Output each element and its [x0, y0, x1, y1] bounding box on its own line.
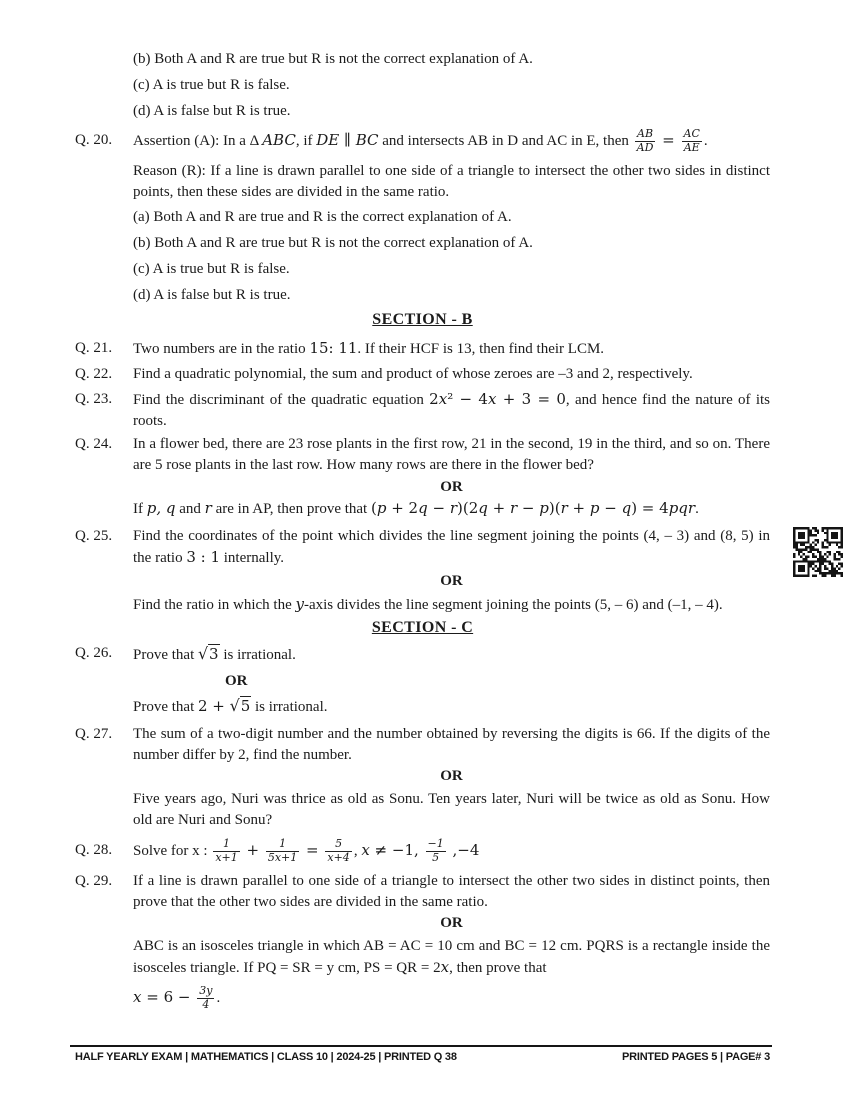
section-heading: [75, 309, 770, 330]
text-run: p: [539, 499, 549, 517]
text-run: Find the coordinates of the point which divides the line segment joining the points (4, – 3) and (8, 5) in the ratio: [133, 528, 770, 566]
option-row: [75, 49, 770, 70]
text-run: q: [478, 499, 488, 517]
text-run: 2 +: [198, 697, 230, 715]
text-run: x: [438, 390, 448, 408]
indent-spacer: [75, 571, 133, 592]
text-run: =: [657, 131, 680, 149]
text-run: + 2: [386, 499, 419, 517]
question-row: [75, 434, 770, 476]
fraction: [682, 128, 702, 154]
text-run: x: [487, 390, 497, 408]
question-continuation: [75, 789, 770, 831]
question-number: Q. 22.: [75, 366, 113, 382]
question-text: [133, 498, 770, 520]
fraction: [635, 128, 656, 154]
text-run: DE: [316, 131, 340, 149]
text-run: ,: [353, 843, 362, 859]
text-run: x: [361, 841, 370, 859]
text-run: internally.: [220, 550, 285, 566]
option-line: (d) A is false but R is true.: [133, 103, 291, 119]
text-run: pqr: [668, 499, 696, 517]
text-run: = 6 −: [141, 988, 196, 1006]
question-text: [133, 832, 770, 869]
question-number: Q. 20.: [75, 132, 113, 148]
text-run: −: [517, 499, 540, 517]
indent-spacer: [75, 979, 133, 1016]
text-run: r: [449, 499, 457, 517]
text-run: In a flower bed, there are 23 rose plants in the first row, 21 in the second, 19 in the third, and so on. There are 5 rose plants in the last row. How many rows are there in the flower bed?: [133, 436, 770, 473]
indent-spacer: [75, 259, 133, 280]
question-text: [133, 871, 770, 913]
question-text: [133, 789, 770, 831]
question-number: Q. 29.: [75, 873, 113, 889]
text-run: BC: [355, 131, 379, 149]
fraction-numerator: AB: [635, 128, 656, 142]
option-line: (d) A is false but R is true.: [133, 287, 291, 303]
question-row: [75, 832, 770, 869]
section-heading-label: SECTION - B: [372, 311, 473, 328]
text-run: q: [418, 499, 428, 517]
square-root: [230, 697, 252, 715]
qr-code-icon: [793, 526, 843, 578]
text-run: −: [427, 499, 450, 517]
text-run: ∥: [339, 131, 356, 149]
question-number: Q. 21.: [75, 340, 113, 356]
text-run: is irrational.: [251, 699, 328, 715]
option-row: [75, 233, 770, 254]
fraction-denominator: x+1: [215, 851, 238, 865]
option-row: [75, 285, 770, 306]
indent-spacer: [75, 233, 133, 254]
indent-spacer: [75, 75, 133, 96]
option-row: [75, 259, 770, 280]
question-text: [133, 695, 770, 718]
question-continuation: [75, 936, 770, 979]
text-run: 2: [429, 390, 439, 408]
or-row-block: [75, 671, 770, 692]
question-row: [75, 364, 770, 385]
text-run: ≠ −1,: [369, 841, 424, 859]
text-run: Find the ratio in which the: [133, 597, 296, 613]
indent-spacer: [75, 498, 133, 520]
text-run: is irrational.: [219, 647, 296, 663]
option-row: [75, 101, 770, 122]
text-run: y: [295, 595, 304, 613]
indent-spacer: [75, 789, 133, 831]
indent-spacer: [75, 594, 133, 616]
fraction-denominator: 5x+1: [267, 851, 298, 865]
text-run: ² − 4: [447, 390, 488, 408]
indent-spacer: [75, 766, 133, 787]
text-run: Assertion (A): In a Δ: [133, 133, 263, 149]
fraction-denominator: 4: [202, 998, 210, 1012]
fraction-denominator: AE: [683, 141, 700, 155]
section-heading: [75, 617, 770, 638]
fraction: [213, 838, 239, 864]
footer-divider: [70, 1045, 772, 1047]
fraction-numerator: AC: [683, 127, 700, 141]
question-row: [75, 643, 770, 666]
text-run: -axis divides the line segment joining the points (5, – 6) and (–1, – 4).: [303, 597, 723, 613]
text-run: .: [216, 990, 221, 1006]
text-run: ABC is an isosceles triangle in which AB = AC = 10 cm and BC = 12 cm. PQRS is a rectangle inside the isosceles triangle. If PQ = SR = y cm, PS = QR = 2: [133, 938, 770, 976]
question-row: [75, 389, 770, 432]
text-run: ABC: [262, 131, 296, 149]
footer-exam-info: HALF YEARLY EXAM | MATHEMATICS | CLASS 10 | 2024-25 | PRINTED Q 38: [75, 1051, 457, 1063]
fraction-numerator: 1: [266, 838, 299, 852]
fraction: [325, 838, 351, 864]
square-root: [198, 645, 220, 663]
fraction-numerator: 1: [213, 838, 239, 852]
text-run: Solve for x :: [133, 843, 212, 859]
question-text: [133, 526, 770, 569]
question-number: Q. 27.: [75, 726, 113, 742]
question-row: [75, 724, 770, 766]
option-line: (c) A is true but R is false.: [133, 77, 290, 93]
question-text: [133, 936, 770, 979]
indent-spacer: [75, 936, 133, 979]
text-run: q: [621, 499, 632, 517]
text-run: (: [370, 499, 377, 517]
indent-spacer: [75, 101, 133, 122]
or-row-block: [75, 913, 770, 934]
question-row: [75, 338, 770, 360]
footer: [75, 1051, 770, 1063]
text-run: +: [487, 499, 510, 517]
question-text: [133, 364, 770, 385]
text-run: .: [695, 501, 699, 517]
text-run: )(2: [457, 499, 479, 517]
fraction: [197, 985, 214, 1011]
question-text: [133, 979, 770, 1016]
text-run: The sum of a two-digit number and the number obtained by reversing the digits is 66. If the digits of the number differ by 2, find the number.: [133, 726, 770, 763]
option-line: (a) Both A and R are true and R is the correct explanation of A.: [133, 209, 512, 225]
question-text: [133, 724, 770, 766]
text-run: ,−4: [447, 841, 480, 859]
indent-spacer: [75, 161, 133, 203]
section-heading-label: SECTION - C: [371, 619, 474, 636]
text-run: + 3 = 0: [496, 390, 566, 408]
or-row-block: [75, 766, 770, 787]
text-run: 15: 11: [309, 339, 358, 357]
fraction-numerator: 5: [325, 838, 351, 852]
option-line: (b) Both A and R are true but R is not the correct explanation of A.: [133, 235, 533, 251]
text-run: =: [301, 841, 324, 859]
question-row: [75, 122, 770, 159]
or-separator: OR: [440, 915, 463, 931]
text-run: x: [440, 958, 450, 976]
question-text: [133, 389, 770, 432]
or-separator: OR: [440, 479, 463, 495]
text-run: .: [703, 133, 708, 149]
indent-spacer: [75, 49, 133, 70]
question-row: [75, 871, 770, 913]
option-line: (c) A is true but R is false.: [133, 261, 290, 277]
indent-spacer: [75, 913, 133, 934]
text-run: Find a quadratic polynomial, the sum and product of whose zeroes are –3 and 2, respectively.: [133, 366, 693, 382]
text-run: , if: [295, 133, 317, 149]
text-run: Prove that: [133, 647, 198, 663]
or-row-block: [75, 571, 770, 592]
indent-spacer: [75, 671, 133, 692]
question-number: Q. 25.: [75, 528, 113, 544]
footer-page-info: PRINTED PAGES 5 | PAGE# 3: [621, 1051, 770, 1063]
question-number: Q. 24.: [75, 436, 113, 452]
question-text: [133, 643, 770, 666]
document-content: [75, 0, 770, 1016]
indent-spacer: [75, 285, 133, 306]
text-run: and: [175, 501, 205, 517]
question-number: Q. 23.: [75, 391, 113, 407]
text-run: r: [204, 499, 212, 517]
fraction-denominator: AD: [636, 141, 654, 155]
or-separator: OR: [225, 673, 248, 689]
question-continuation: [75, 498, 770, 520]
indent-spacer: [75, 207, 133, 228]
text-run: +: [567, 499, 590, 517]
question-continuation: [75, 695, 770, 718]
text-run: x: [133, 988, 142, 1006]
question-continuation: [75, 594, 770, 616]
text-run: Five years ago, Nuri was thrice as old as Sonu. Ten years later, Nuri will be twice as old as Sonu. How old are Nuri and Sonu?: [133, 791, 770, 828]
radical-sign: √: [198, 644, 209, 663]
option-row: [75, 75, 770, 96]
question-text: [133, 338, 770, 360]
question-text: [133, 122, 770, 159]
indent-spacer: [75, 695, 133, 718]
option-row: [75, 207, 770, 228]
radical-sign: √: [229, 696, 240, 715]
fraction-numerator: 3y: [199, 984, 213, 998]
text-run: Reason (R): If a line is drawn parallel to one side of a triangle to intersect the other two sides in distinct points, then these sides are divided in the same ratio.: [133, 163, 770, 200]
or-separator: OR: [440, 768, 463, 784]
text-run: , then prove that: [449, 960, 547, 976]
or-row-block: [75, 477, 770, 498]
text-run: r: [560, 499, 568, 517]
text-run: , and hence find the nature of its roots.: [133, 392, 770, 429]
option-line: (b) Both A and R are true but R is not the correct explanation of A.: [133, 51, 533, 67]
question-number: Q. 26.: [75, 645, 113, 661]
question-text: [133, 434, 770, 476]
fraction-denominator: 5: [432, 851, 440, 865]
text-run: )(: [548, 499, 561, 517]
text-run: +: [241, 841, 264, 859]
text-run: If a line is drawn parallel to one side of a triangle to intersect the other two sides in distinct points, then prove that the other two sides are divided in the same ratio.: [133, 873, 770, 910]
text-run: p: [376, 499, 387, 517]
text-run: If: [133, 501, 147, 517]
question-text: [133, 594, 770, 616]
question-number: Q. 28.: [75, 842, 113, 858]
text-run: ) = 4: [631, 499, 669, 517]
fraction-denominator: x+4: [327, 851, 350, 865]
question-text: [133, 161, 770, 203]
text-run: 3 : 1: [186, 548, 221, 566]
question-continuation: [75, 161, 770, 203]
text-run: . If their HCF is 13, then find their LCM.: [357, 341, 605, 357]
question-row: [75, 526, 770, 569]
fraction: [266, 838, 299, 864]
text-run: p, q: [146, 499, 176, 517]
indent-spacer: [75, 477, 133, 498]
or-separator: OR: [440, 573, 463, 589]
text-run: Prove that: [133, 699, 198, 715]
text-run: Find the discriminant of the quadratic equation: [133, 392, 430, 408]
text-run: −: [599, 499, 622, 517]
text-run: and intersects AB in D and AC in E, then: [378, 133, 633, 149]
text-run: r: [509, 499, 518, 517]
fraction: [426, 838, 446, 864]
text-run: p: [589, 499, 600, 517]
radicand: 5: [240, 697, 251, 715]
text-run: are in AP, then prove that: [211, 501, 371, 517]
text-run: Two numbers are in the ratio: [133, 341, 310, 357]
radicand: 3: [209, 645, 219, 663]
fraction-numerator: −1: [427, 837, 444, 851]
question-continuation: [75, 979, 770, 1016]
